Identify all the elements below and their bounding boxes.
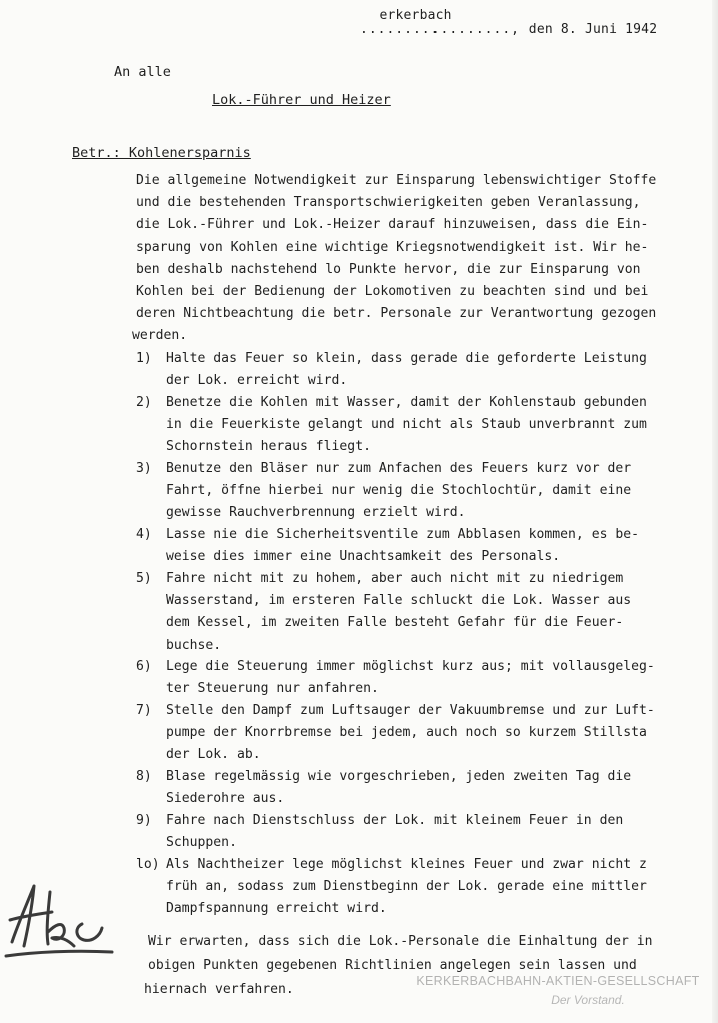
point-text — [166, 854, 718, 921]
handwritten-initials — [4, 872, 114, 962]
point-line: Benetze die Kohlen mit Wasser, damit der Kohlenstaub gebunden — [166, 395, 647, 410]
point-line: der Lok. ab. — [166, 747, 261, 763]
point-line: Fahre nach Dienstschluss der Lok. mit kleinem Feuer in den — [166, 813, 624, 828]
scan-edge — [712, 0, 718, 1023]
point-line: Schornstein heraus fliegt. — [166, 439, 371, 455]
closing-line: obigen Punkten gegebenen Richtlinien angelegen sein lassen und — [148, 958, 637, 973]
recipients: Lok.-Führer und Heizer — [212, 92, 391, 108]
place-suffix-dots: ........., — [431, 22, 529, 37]
intro-line: die Lok.-Führer und Lok.-Heizer darauf hinzuweisen, dass die Ein- — [136, 217, 649, 233]
list-item — [136, 854, 718, 920]
point-text — [166, 568, 718, 657]
point-text — [166, 656, 718, 700]
point-line: Stelle den Dampf zum Luftsauger der Vakuumbremse und zur Luft- — [166, 703, 655, 718]
list-item — [136, 524, 718, 568]
list-item — [136, 766, 718, 810]
point-number: lo) — [136, 857, 160, 872]
point-text — [166, 348, 718, 392]
point-number: 2) — [136, 395, 152, 410]
point-number: 5) — [136, 571, 152, 586]
place-name: erkerbach — [379, 8, 452, 23]
point-number: 6) — [136, 659, 152, 674]
point-line: Benutze den Bläser nur zum Anfachen des Feuers kurz vor der — [166, 461, 632, 476]
place-prefix-dots: ......... — [360, 22, 440, 37]
point-number: 9) — [136, 813, 152, 828]
closing-line: Wir erwarten, dass sich die Lok.-Personale die Einhaltung der in — [148, 934, 653, 949]
point-line: gewisse Rauchverbrennung erzielt wird. — [166, 505, 466, 521]
point-text — [166, 766, 718, 810]
point-line: pumpe der Knorrbremse bei jedem, auch noch so kurzem Stillsta — [166, 725, 647, 741]
point-line: buchse. — [166, 637, 222, 653]
intro-line: werden. — [132, 328, 188, 344]
list-item — [136, 568, 718, 656]
point-number: 7) — [136, 703, 152, 718]
intro-line: deren Nichtbeachtung die betr. Personale zur Verantwortung gezogen — [136, 306, 657, 322]
list-item — [136, 700, 718, 766]
point-text — [166, 810, 718, 854]
intro-line: ben deshalb nachstehend lo Punkte hervor, die zur Einsparung von — [136, 261, 641, 277]
subject-line: Betr.: Kohlenersparnis — [72, 145, 251, 161]
list-item — [136, 392, 718, 458]
point-line: Siederohre aus. — [166, 791, 285, 807]
date-line — [360, 8, 658, 37]
point-number: 3) — [136, 461, 152, 476]
point-number: 1) — [136, 351, 152, 366]
list-item — [136, 810, 718, 854]
point-text — [166, 700, 718, 767]
list-item — [136, 348, 718, 392]
intro-paragraph — [132, 170, 716, 348]
numbered-points — [136, 348, 718, 920]
list-item — [136, 458, 718, 524]
intro-line: sparung von Kohlen eine wichtige Kriegsnotwendigkeit ist. Wir he- — [136, 239, 649, 255]
point-line: Lege die Steuerung immer möglichst kurz aus; mit vollausgeleg- — [166, 659, 655, 674]
closing-line: hiernach verfahren. — [144, 982, 294, 997]
point-line: Fahrt, öffne hierbei nur wenig die Stochlochtür, damit eine — [166, 483, 632, 499]
list-item — [136, 656, 718, 700]
point-line: früh an, sodass zum Dienstbeginn der Lok. gerade eine mittler — [166, 879, 647, 895]
point-line: ter Steuerung nur anfahren. — [166, 681, 379, 697]
intro-line: Die allgemeine Notwendigkeit zur Einsparung lebenswichtiger Stoffe — [136, 173, 657, 188]
intro-line: Kohlen bei der Bedienung der Lokomotiven zu beachten sind und bei — [136, 284, 649, 300]
point-text — [166, 458, 718, 525]
point-line: der Lok. erreicht wird. — [166, 373, 348, 389]
intro-line: und die bestehenden Transportschwierigkeiten geben Veranlassung, — [136, 195, 641, 211]
point-number: 8) — [136, 769, 152, 784]
point-line: Lasse nie die Sicherheitsventile zum Abblasen kommen, es be- — [166, 527, 639, 542]
point-line: in die Feuerkiste gelangt und nicht als Staub unverbrannt zum — [166, 417, 647, 433]
stamp-board: Der Vorstand. — [551, 993, 625, 1007]
point-line: Als Nachtheizer lege möglichst kleines Feuer und zwar nicht z — [166, 857, 647, 872]
point-line: Wasserstand, im ersteren Falle schluckt die Lok. Wasser aus — [166, 593, 632, 609]
letter-date: den 8. Juni 1942 — [528, 22, 658, 37]
point-line: Dampfspannung erreicht wird. — [166, 901, 387, 917]
company-stamp — [408, 974, 708, 1007]
point-text — [166, 392, 718, 459]
point-line: weise dies immer eine Unachtsamkeit des Personals. — [166, 549, 561, 565]
point-line: Halte das Feuer so klein, dass gerade die geforderte Leistung — [166, 351, 647, 366]
point-number: 4) — [136, 527, 152, 542]
point-line: dem Kessel, im zweiten Falle besteht Gefahr für die Feuer- — [166, 615, 624, 631]
point-line: Blase regelmässig wie vorgeschrieben, jeden zweiten Tag die — [166, 769, 632, 784]
point-line: Fahre nicht mit zu hohem, aber auch nicht mit zu niedrigem — [166, 571, 624, 586]
point-line: Schuppen. — [166, 835, 237, 851]
addressee: An alle — [114, 64, 171, 80]
point-text — [166, 524, 718, 568]
stamp-company-name: KERKERBACHBAHN-AKTIEN-GESELLSCHAFT — [416, 974, 700, 988]
